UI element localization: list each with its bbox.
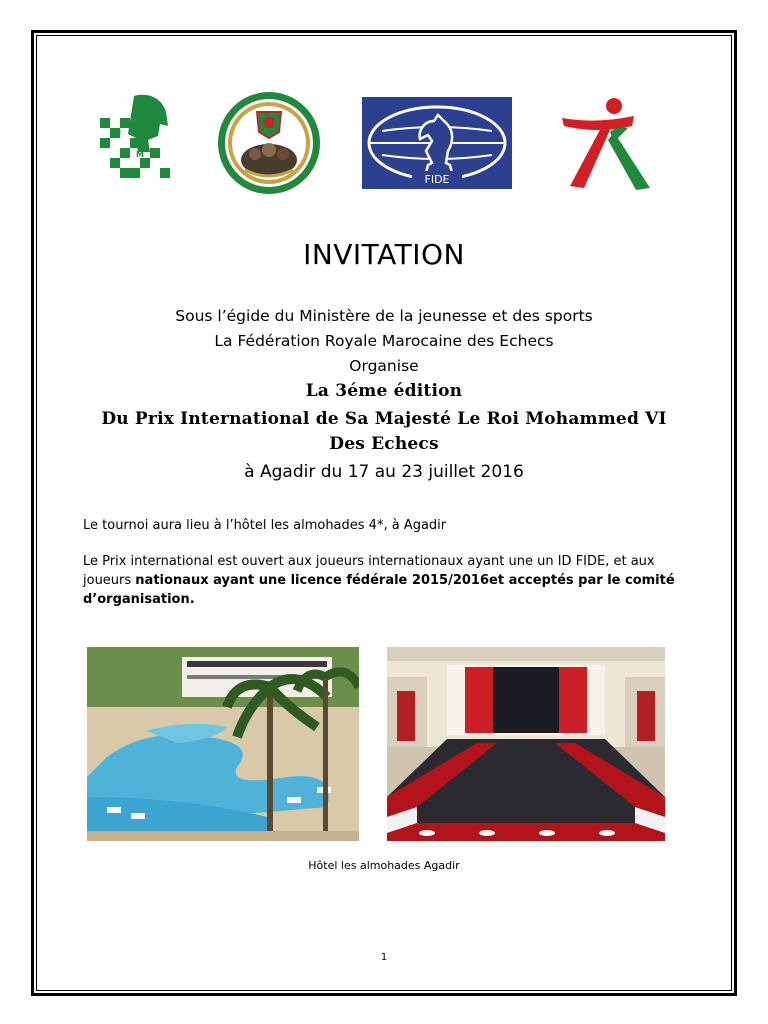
organise-line: Organise bbox=[349, 357, 419, 375]
svg-text:F: F bbox=[116, 130, 122, 139]
prize-subheading: Des Echecs bbox=[329, 434, 439, 454]
eligibility-paragraph bbox=[83, 552, 703, 609]
page-title: INVITATION bbox=[303, 238, 465, 271]
photo-caption: Hôtel les almohades Agadir bbox=[308, 859, 460, 872]
ministry-emblem-icon bbox=[215, 90, 323, 196]
event-date: à Agadir du 17 au 23 juillet 2016 bbox=[244, 462, 524, 482]
eligibility-end: . bbox=[189, 592, 195, 607]
prize-heading: Du Prix International de Sa Majesté Le Roi Mohammed VI bbox=[101, 409, 667, 429]
hotel-pool-photo bbox=[87, 647, 359, 841]
frme-logo-icon bbox=[92, 90, 174, 186]
eligibility-intro: Le Prix international est ouvert aux joueurs internationaux ayant une un ID FIDE, et aux joueurs bbox=[83, 554, 655, 588]
logo-row bbox=[0, 88, 768, 198]
patronage-line: Sous l’égide du Ministère de la jeunesse et des sports bbox=[175, 307, 593, 325]
venue-paragraph: Le tournoi aura lieu à l’hôtel les almohades 4*, à Agadir bbox=[83, 518, 447, 533]
svg-text:FIDE: FIDE bbox=[424, 173, 450, 186]
page-number: 1 bbox=[380, 952, 388, 963]
fide-logo-icon bbox=[362, 97, 512, 189]
federation-line: La Fédération Royale Marocaine des Echecs bbox=[214, 332, 554, 350]
runner-logo-icon bbox=[558, 96, 654, 192]
svg-text:M: M bbox=[136, 150, 144, 159]
conference-room-photo bbox=[387, 647, 665, 841]
eligibility-bold: nationaux ayant une licence fédérale 2015/2016et acceptés par le comité d’organisation bbox=[83, 573, 675, 607]
edition-heading: La 3éme édition bbox=[305, 381, 463, 401]
